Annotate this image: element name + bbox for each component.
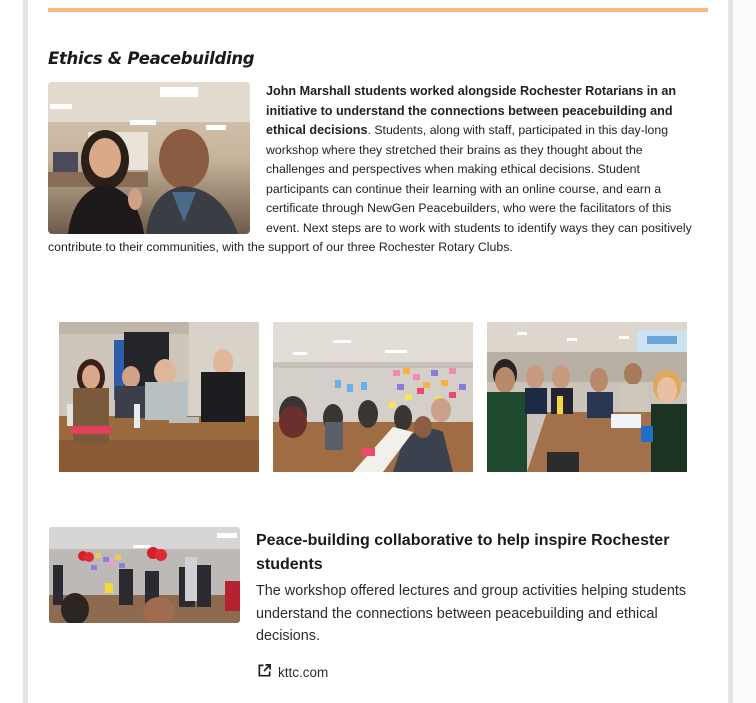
feature-photo[interactable] [48,82,250,234]
section-accent-divider [48,8,708,12]
link-card-domain: kttc.com [278,664,329,680]
feature-body: . Students, along with staff, participated in this day-long workshop where they stretched their brains as they thought about the challenges and perspectives when making ethical decisions. Student participants can continue their learning with an online course, and earn a certificate through NewGen Peacebuilders, who were the facilitators of this event. Next steps are to work with students to identify ways they can positively contribute to their communities, with the support of our three Rochester Rotary Clubs. [48,123,692,254]
feature-lead: John Marshall students worked alongside Rochester Rotarians in an initiative to understand the connections between peacebuilding and ethical decisions [266,84,677,137]
feature-article [48,82,703,258]
gallery-photo[interactable] [273,322,473,472]
page-right-gutter [733,0,756,703]
page-left-border [23,0,28,703]
gallery-photo[interactable] [59,322,259,472]
photo-gallery [59,322,689,472]
section-title: Ethics & Peacebuilding [48,49,255,68]
link-card-title[interactable]: Peace-building collaborative to help inspire Rochester students [256,532,670,573]
link-card-source[interactable] [257,663,328,681]
link-card-thumbnail[interactable] [49,527,240,623]
link-card-description: The workshop offered lectures and group activities helping students understand the connections between peacebuilding and ethical decisions. [256,583,687,644]
gallery-photo[interactable] [487,322,687,472]
external-link-icon [257,663,272,681]
